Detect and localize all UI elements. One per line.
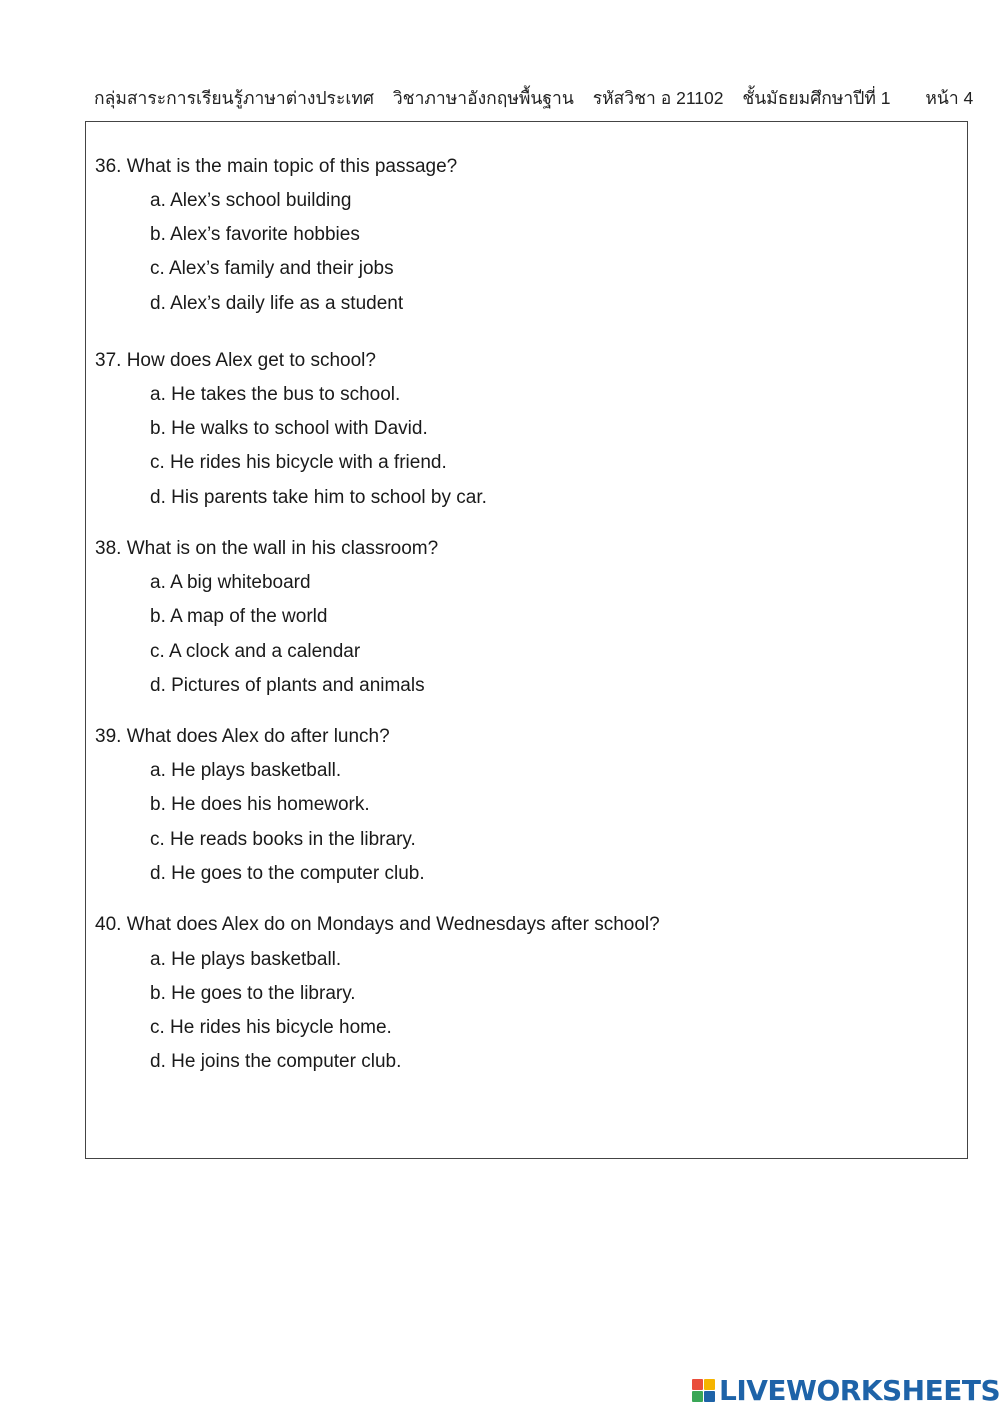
question-36-option-a[interactable]: a. Alex’s school building (150, 190, 352, 211)
header-subject: วิชาภาษาอังกฤษพื้นฐาน (392, 88, 574, 108)
question-40-option-d[interactable]: d. He joins the computer club. (150, 1051, 402, 1072)
question-36-option-d[interactable]: d. Alex’s daily life as a student (150, 293, 404, 314)
question-40-option-b[interactable]: b. He goes to the library. (150, 983, 356, 1004)
question-36-option-c[interactable]: c. Alex’s family and their jobs (150, 258, 394, 279)
logo-tile-blue (704, 1391, 715, 1402)
header-page-number: หน้า 4 (925, 88, 974, 108)
question-39-option-d[interactable]: d. He goes to the computer club. (150, 863, 425, 884)
logo-tile-red (692, 1379, 703, 1390)
question-40: 40. What does Alex do on Mondays and Wednesdays after school? (95, 914, 660, 935)
question-38-option-c[interactable]: c. A clock and a calendar (150, 641, 361, 662)
question-38-option-a[interactable]: a. A big whiteboard (150, 572, 311, 593)
question-37: 37. How does Alex get to school? (95, 350, 376, 371)
header-grade-level: ชั้นมัธยมศึกษาปีที่ 1 (742, 88, 891, 108)
question-36: 36. What is the main topic of this passage? (95, 156, 458, 177)
brand-name: LIVEWORKSHEETS (719, 1373, 1000, 1407)
question-36-option-b[interactable]: b. Alex’s favorite hobbies (150, 224, 360, 245)
liveworksheets-brand[interactable] (692, 1374, 1000, 1406)
question-38: 38. What is on the wall in his classroom? (95, 538, 439, 559)
header-course-code: รหัสวิชา อ 21102 (592, 88, 724, 108)
question-38-option-d[interactable]: d. Pictures of plants and animals (150, 675, 425, 696)
logo-tile-green (692, 1391, 703, 1402)
question-37-option-a[interactable]: a. He takes the bus to school. (150, 384, 401, 405)
question-40-option-c[interactable]: c. He rides his bicycle home. (150, 1017, 392, 1038)
question-38-option-b[interactable]: b. A map of the world (150, 606, 328, 627)
liveworksheets-logo-icon (692, 1379, 715, 1402)
question-37-option-c[interactable]: c. He rides his bicycle with a friend. (150, 452, 447, 473)
question-37-option-b[interactable]: b. He walks to school with David. (150, 418, 428, 439)
header-learning-group: กลุ่มสาระการเรียนรู้ภาษาต่างประเทศ (94, 88, 374, 108)
logo-tile-yellow (704, 1379, 715, 1390)
question-40-option-a[interactable]: a. He plays basketball. (150, 949, 342, 970)
question-39-option-c[interactable]: c. He reads books in the library. (150, 829, 416, 850)
question-37-option-d[interactable]: d. His parents take him to school by car. (150, 487, 487, 508)
question-39-option-b[interactable]: b. He does his homework. (150, 794, 370, 815)
question-39: 39. What does Alex do after lunch? (95, 726, 390, 747)
question-39-option-a[interactable]: a. He plays basketball. (150, 760, 342, 781)
page-header (94, 84, 974, 112)
